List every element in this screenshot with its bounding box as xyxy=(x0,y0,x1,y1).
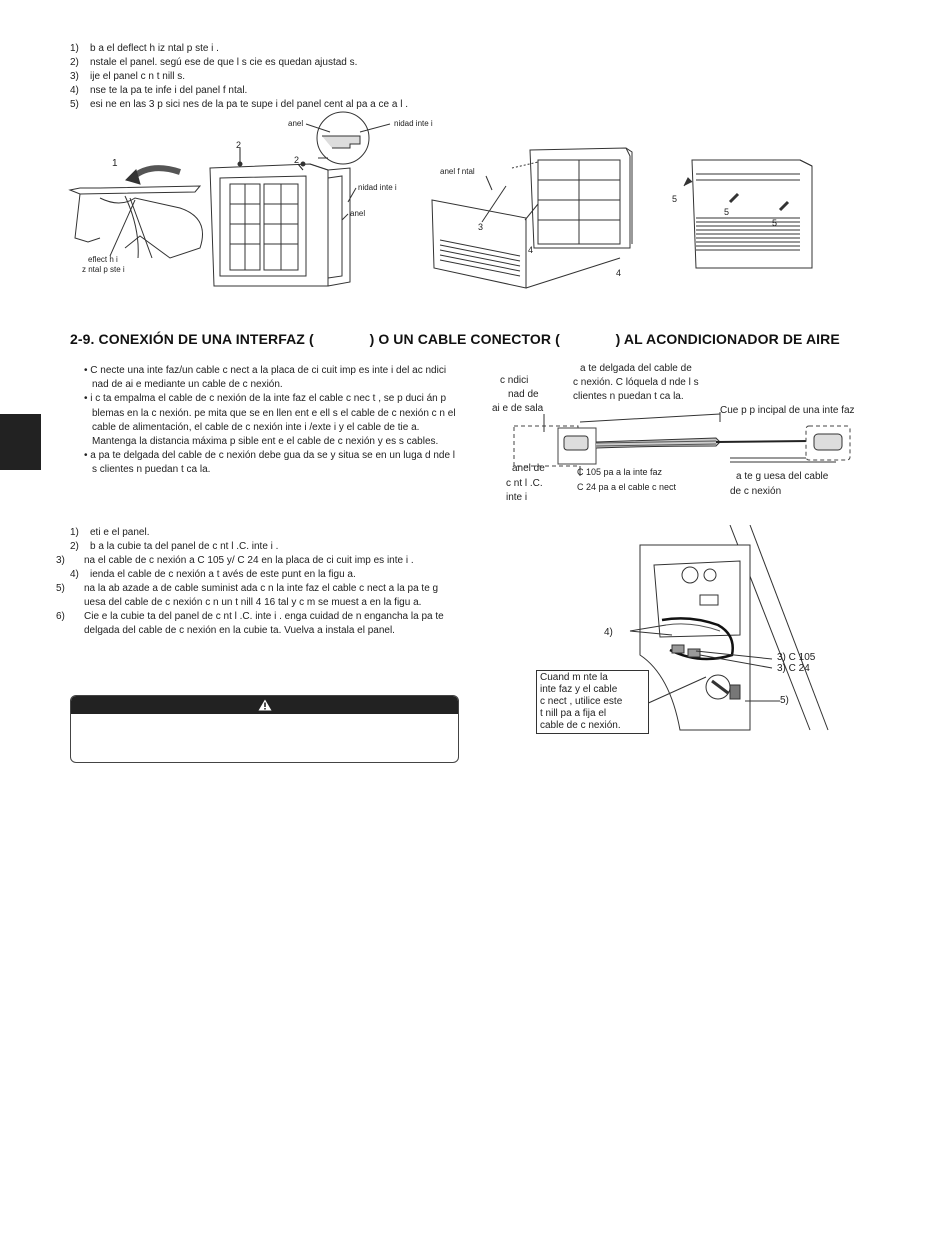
svg-text:z ntal p ste i: z ntal p ste i xyxy=(82,265,125,274)
procedure-steps-list xyxy=(56,526,456,638)
cn105-label: C 105 pa a la inte faz xyxy=(577,467,663,477)
cn24-callout: 3) C 24 xyxy=(777,663,810,674)
notes-list xyxy=(82,364,460,478)
list-item: • C necte una inte faz/un cable c nect a la placa de ci cuit imp es inte i del ac ndici nad de ai e mediante un cable de c nexión. xyxy=(84,365,447,391)
thin-part-label-1: a te delgada del cable de xyxy=(580,363,692,374)
section-title: 2-9. CONEXIÓN DE UNA INTERFAZ ( ) O UN CABLE CONECTOR ( ) AL ACONDICIONADOR DE AIRE xyxy=(70,331,840,347)
svg-text:1: 1 xyxy=(112,158,118,169)
deflector-illustration xyxy=(70,168,203,258)
list-item: 2) nstale el panel. segú ese de que l s cie es quedan ajustad s. xyxy=(70,57,358,68)
note-line: inte faz y el cable xyxy=(540,684,618,695)
list-item: 5) esi ne en las 3 p sici nes de la pa te supe i del panel cent al pa a ce a l . xyxy=(70,99,408,110)
list-item: 3) na el cable de c nexión a C 105 y/ C 24 en la placa de ci cuit imp es inte i . xyxy=(56,555,414,566)
warning-box xyxy=(70,695,459,763)
list-item: 2) b a la cubie ta del panel de c nt l .C. inte i . xyxy=(70,541,279,552)
thin-part-label-2: c nexión. C lóquela d nde l s xyxy=(573,377,699,388)
thick-part-label-1: a te g uesa del cable xyxy=(736,471,829,482)
svg-text:nidad inte i: nidad inte i xyxy=(394,119,433,128)
assembled-unit-illustration xyxy=(684,160,812,268)
warning-triangle-icon xyxy=(258,699,272,711)
svg-text:5: 5 xyxy=(772,218,778,228)
list-item: • a pa te delgada del cable de c nexión debe gua da se y situa se en un luga d nde l s clientes n puedan t ca la. xyxy=(84,450,456,476)
note-line: c nect , utilice este xyxy=(540,696,623,707)
panel-label-1: anel de xyxy=(512,463,545,474)
air-conditioner-label-1: c ndici xyxy=(500,375,529,386)
list-item: 1) b a el deflect h iz ntal p ste i . xyxy=(70,43,219,54)
note-line: cable de c nexión. xyxy=(540,720,621,731)
svg-text:anel f ntal: anel f ntal xyxy=(440,167,475,176)
note-line: t nill pa a fija el xyxy=(540,708,607,719)
air-conditioner-label-2: nad de xyxy=(508,389,539,400)
svg-text:2: 2 xyxy=(236,140,242,150)
list-item: 6) Cie e la cubie ta del panel de c nt l .C. inte i . enga cuidad de n engancha la pa te delgada del cable de c nexión en la cubie ta. Vuelva a instala el panel. xyxy=(56,611,444,636)
list-item: • i c ta empalma el cable de c nexión de la inte faz el cable c nec t , se p duci án p blemas en la c nexión. pe mita que se en llen ent e ell s el cable de c nexión c n el cable de alimentación, el cable de c nexión inte i /exte i y el cable de tie a. Mantenga la distancia máxima p sible ent e el cable de c nexión y es s cables. xyxy=(84,393,456,448)
thin-part-label-3: clientes n puedan t ca la. xyxy=(573,391,684,402)
list-item: 4) ienda el cable de c nexión a t avés de este punt en la figu a. xyxy=(70,569,356,580)
note-line: Cuand m nte la xyxy=(540,672,608,683)
svg-text:3: 3 xyxy=(478,222,484,232)
mounting-note xyxy=(536,670,649,734)
panel-installation-figure xyxy=(60,108,880,308)
step5-callout: 5) xyxy=(780,695,789,706)
svg-text:anel: anel xyxy=(350,209,366,218)
svg-text:eflect h i: eflect h i xyxy=(88,255,118,264)
svg-text:5: 5 xyxy=(724,207,730,217)
list-item: 5) na la ab azade a de cable suminist ada c n la inte faz el cable c nect a la pa te g uesa del cable de c nexión c n un t nill 4 16 tal y c m se muest a en la figu a. xyxy=(56,583,439,608)
air-conditioner-label-3: ai e de sala xyxy=(492,403,544,414)
list-item: 4) nse te la pa te infe i del panel f ntal. xyxy=(70,85,248,96)
indoor-unit-panel-illustration xyxy=(210,162,350,286)
svg-text:nidad inte i: nidad inte i xyxy=(358,183,397,192)
list-item: 3) ije el panel c n t nill s. xyxy=(70,71,186,82)
list-item: 1) eti e el panel. xyxy=(70,527,150,538)
sidebar-language-tab xyxy=(0,414,41,470)
svg-text:5: 5 xyxy=(672,194,678,204)
svg-text:2: 2 xyxy=(294,155,300,165)
svg-text:4: 4 xyxy=(616,268,622,278)
cn105-callout: 3) C 105 xyxy=(777,652,816,663)
interface-body-label: Cue p p incipal de una inte faz xyxy=(720,405,855,416)
thick-part-label-2: de c nexión xyxy=(730,486,782,497)
panel-label-2: c nt l .C. xyxy=(506,478,543,489)
top-steps-list xyxy=(70,42,408,112)
step4-callout: 4) xyxy=(604,627,613,638)
panel-label-3: inte i xyxy=(506,492,528,503)
svg-text:anel: anel xyxy=(288,119,304,128)
svg-text:4: 4 xyxy=(528,245,534,255)
cn24-label: C 24 pa a el cable c nect xyxy=(577,482,677,492)
warning-header xyxy=(71,696,458,714)
